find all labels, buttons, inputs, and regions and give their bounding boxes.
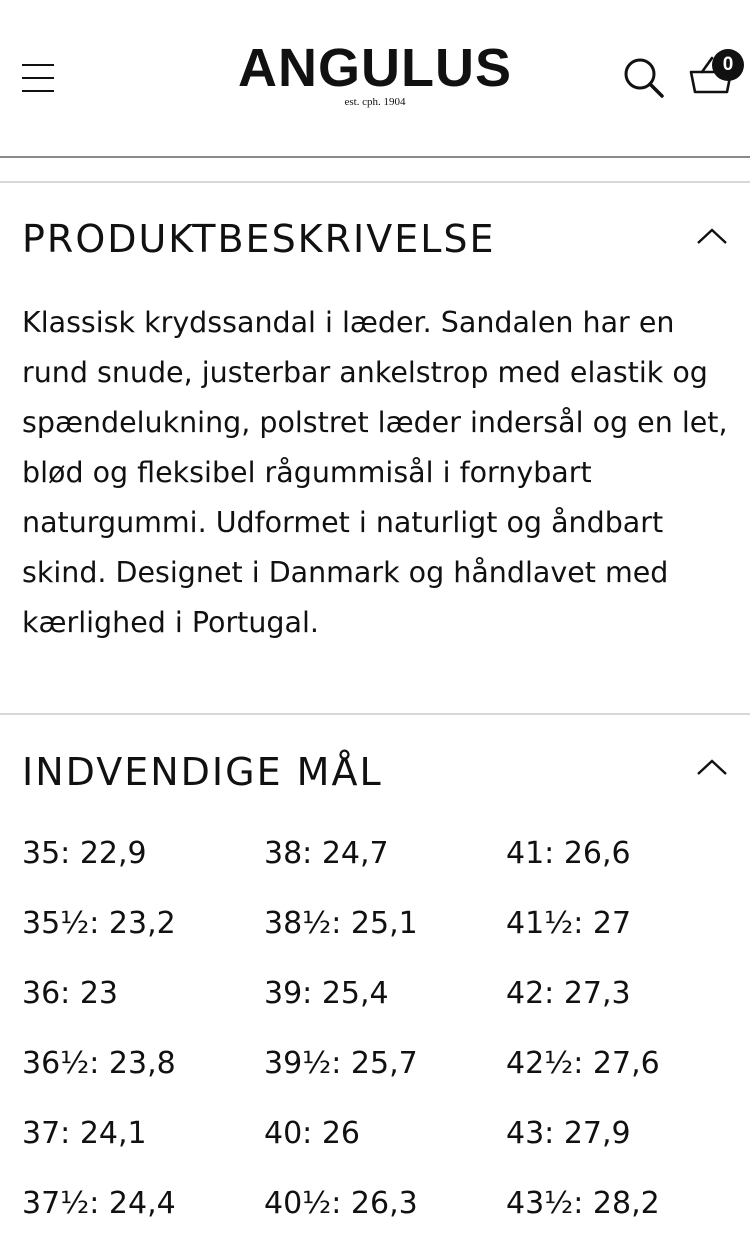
size-measurement: 35½: 23,2 — [22, 906, 176, 941]
measurements-title[interactable]: INDVENDIGE MÅL — [22, 750, 383, 794]
logo-text: ANGULUS — [238, 38, 512, 98]
size-measurement: 36½: 23,8 — [22, 1046, 176, 1081]
size-measurement: 41: 26,6 — [506, 836, 631, 871]
size-measurement: 37: 24,1 — [22, 1116, 147, 1151]
search-icon[interactable] — [622, 56, 666, 100]
size-measurement: 35: 22,9 — [22, 836, 147, 871]
size-measurement: 39½: 25,7 — [264, 1046, 418, 1081]
chevron-up-icon[interactable] — [694, 755, 730, 779]
size-measurement: 42½: 27,6 — [506, 1046, 660, 1081]
size-measurement: 40½: 26,3 — [264, 1186, 418, 1221]
section-divider — [0, 713, 750, 715]
size-measurement: 43½: 28,2 — [506, 1186, 660, 1221]
logo-tagline: est. cph. 1904 — [344, 96, 406, 108]
cart-count-badge[interactable]: 0 — [712, 49, 744, 81]
product-description: Klassisk krydssandal i læder. Sandalen har en rund snude, justerbar ankelstrop med elastik og spændelukning, polstret læder indersål og en let, blød og fleksibel rågummisål i fornybart naturgummi. Udformet i naturligt og åndbart skind. Designet i Danmark og håndlavet med kærlighed i Portugal. — [22, 306, 728, 639]
size-measurement: 40: 26 — [264, 1116, 360, 1151]
size-measurement: 38½: 25,1 — [264, 906, 418, 941]
section-divider — [0, 181, 750, 183]
size-measurement: 43: 27,9 — [506, 1116, 631, 1151]
size-measurement: 37½: 24,4 — [22, 1186, 176, 1221]
size-measurement: 38: 24,7 — [264, 836, 389, 871]
size-measurements-grid — [22, 826, 742, 1246]
chevron-up-icon[interactable] — [694, 224, 730, 248]
size-measurement: 41½: 27 — [506, 906, 632, 941]
description-title[interactable]: PRODUKTBESKRIVELSE — [22, 217, 496, 261]
size-measurement: 39: 25,4 — [264, 976, 389, 1011]
site-header — [0, 0, 750, 158]
size-measurement: 36: 23 — [22, 976, 118, 1011]
size-measurement: 42: 27,3 — [506, 976, 631, 1011]
